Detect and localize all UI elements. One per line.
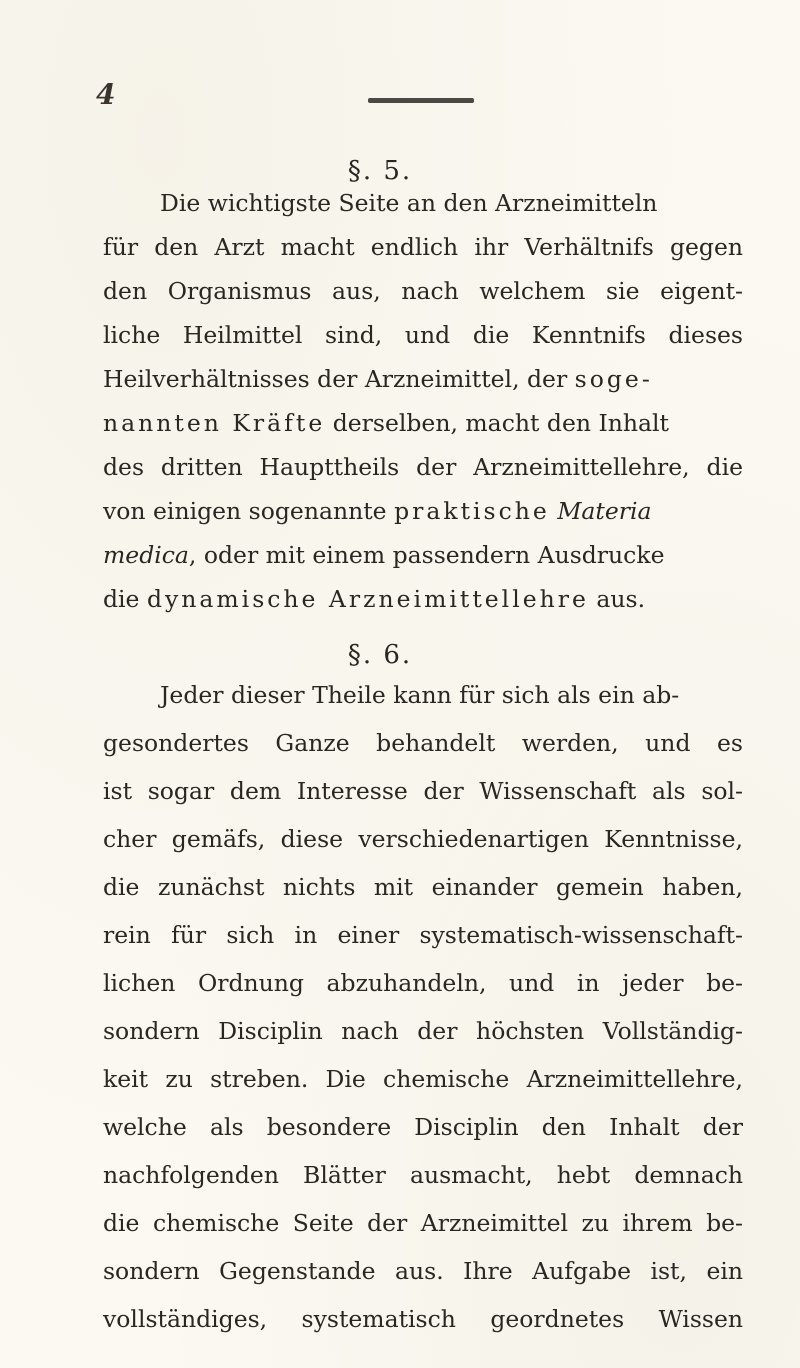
header-rule: [368, 98, 474, 103]
line-text: sondern Gegenstande aus. Ihre Aufgabe ist, ein: [103, 1257, 743, 1285]
paragraph-line: [103, 1065, 743, 1093]
line-text: Heilverhältnisses der Arzneimittel, der: [103, 365, 575, 393]
line-text: von einigen sogenannte: [103, 497, 395, 525]
paragraph-line: [103, 453, 743, 481]
paragraph-line: [103, 233, 743, 261]
spaced-emphasis: soge-: [574, 365, 653, 393]
line-text: liche Heilmittel sind, und die Kenntnifs dieses: [103, 321, 743, 349]
line-text: gesondertes Ganze behandelt werden, und es: [103, 729, 743, 757]
line-text: sondern Disciplin nach der höchsten Vollständig-: [103, 1017, 743, 1045]
section-heading-5: §. 5.: [347, 156, 413, 186]
line-text: aus.: [588, 585, 646, 613]
line-text: rein für sich in einer systematisch-wissenschaft-: [103, 921, 743, 949]
paragraph-line: [103, 277, 743, 305]
line-text: die: [103, 585, 147, 613]
line-text: derselben, macht den Inhalt: [325, 409, 669, 437]
paragraph-line: [103, 409, 743, 437]
paragraph-line: [103, 777, 743, 805]
line-text: für den Arzt macht endlich ihr Verhältnifs gegen: [103, 233, 743, 261]
paragraph-line: [160, 189, 740, 217]
line-text: ist sogar dem Interesse der Wissenschaft als sol-: [103, 777, 743, 805]
line-text: lichen Ordnung abzuhandeln, und in jeder be-: [103, 969, 743, 997]
paragraph-line: [103, 825, 743, 853]
paragraph-line: [103, 1017, 743, 1045]
paragraph-line: [103, 1209, 743, 1237]
italic-term: medica: [103, 541, 189, 569]
paragraph-line: [103, 497, 743, 525]
line-text: cher gemäfs, diese verschiedenartigen Kenntnisse,: [103, 825, 743, 853]
paragraph-line: [103, 873, 743, 901]
line-text: nachfolgenden Blätter ausmacht, hebt demnach: [103, 1161, 743, 1189]
line-text: Die wichtigste Seite an den Arzneimitteln: [160, 189, 658, 217]
paragraph-line: [103, 921, 743, 949]
line-text: den Organismus aus, nach welchem sie eigent-: [103, 277, 743, 305]
line-text: die chemische Seite der Arzneimittel zu ihrem be-: [103, 1209, 743, 1237]
spaced-emphasis: dynamische Arzneimittellehre: [146, 585, 589, 613]
line-text: die zunächst nichts mit einander gemein haben,: [103, 873, 743, 901]
line-text: keit zu streben. Die chemische Arzneimittellehre,: [103, 1065, 743, 1093]
paragraph-line: [103, 1257, 743, 1285]
paragraph-line: [103, 1113, 743, 1141]
line-text: Jeder dieser Theile kann für sich als ein ab-: [160, 681, 680, 709]
spaced-emphasis: praktische: [394, 497, 550, 525]
paragraph-line: [103, 969, 743, 997]
paragraph-line: [103, 541, 743, 569]
paragraph-line: [103, 365, 743, 393]
section-heading-6: §. 6.: [347, 640, 413, 670]
italic-term: Materia: [557, 497, 652, 525]
paragraph-line: [160, 681, 740, 709]
paragraph-line: [103, 585, 743, 613]
paragraph-line: [103, 1161, 743, 1189]
paragraph-line: [103, 321, 743, 349]
page-number: 4: [96, 78, 116, 111]
line-text: vollständiges, systematisch geordnetes Wissen: [103, 1305, 743, 1333]
line-text: des dritten Haupttheils der Arzneimittellehre, die: [103, 453, 743, 481]
paragraph-line: [103, 729, 743, 757]
paragraph-line: [103, 1305, 743, 1333]
line-text: , oder mit einem passendern Ausdrucke: [188, 541, 665, 569]
spaced-emphasis: nannten Kräfte: [103, 409, 326, 437]
line-text: welche als besondere Disciplin den Inhalt der: [103, 1113, 743, 1141]
